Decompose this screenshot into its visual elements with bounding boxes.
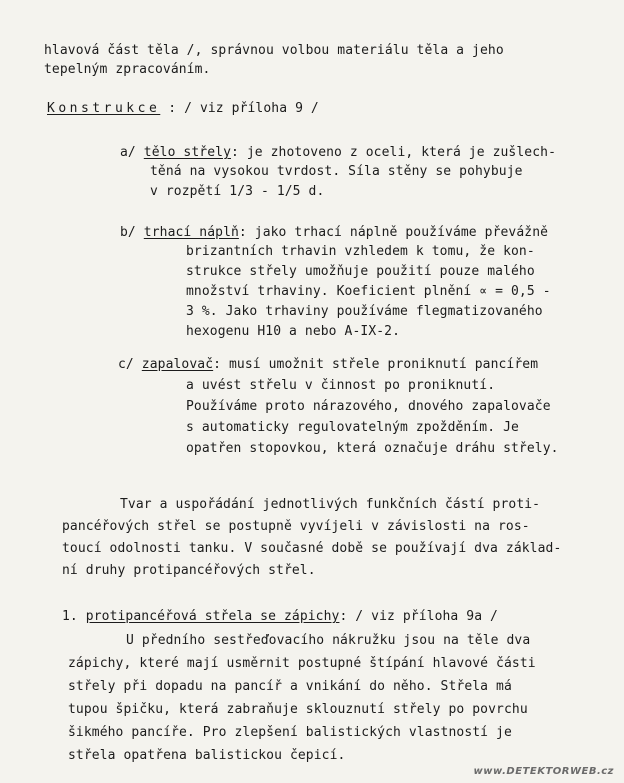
item-b-text: : jako trhací náplně používáme převážně	[238, 225, 549, 240]
paragraph-line: ní druhy protipancéřových střel.	[62, 563, 316, 578]
item-b-line: hexogenu H10 a nebo A-IX-2.	[186, 324, 401, 339]
item-c-first-line	[118, 357, 538, 373]
item-a-first-line	[120, 145, 556, 161]
item-a-marker: a/	[120, 145, 136, 160]
section-line: tupou špičku, která zabraňuje sklouznutí střely po povrchu	[68, 702, 528, 717]
item-c-line: Používáme proto nárazového, dnového zapalovače	[186, 399, 551, 414]
item-a-line: těná na vysokou tvrdost. Síla stěny se pohybuje	[150, 164, 523, 179]
item-c-term: zapalovač	[141, 357, 214, 372]
item-c-text: : musí umožnit střele proniknutí pancířem	[213, 357, 539, 372]
paragraph-line: Tvar a uspořádání jednotlivých funkčních částí proti-	[120, 497, 541, 512]
item-c-marker: c/	[118, 357, 134, 372]
section-ref: : / viz příloha 9a /	[339, 609, 498, 624]
intro-line-2: tepelným zpracováním.	[44, 62, 211, 77]
item-b-marker: b/	[120, 225, 136, 240]
section-heading	[47, 101, 319, 117]
section-line: šikmého pancíře. Pro zlepšení balistických vlastností je	[68, 725, 512, 740]
intro-line-1: hlavová část těla /, správnou volbou materiálu těla a jeho	[44, 43, 504, 58]
paragraph-line: pancéřových střel se postupně vyvíjeli v závislosti na ros-	[62, 519, 530, 534]
heading-ref: / viz příloha 9 /	[184, 101, 319, 116]
item-a-line: v rozpětí 1/3 - 1/5 d.	[150, 184, 325, 199]
item-b-first-line	[120, 225, 548, 241]
section-1-heading	[62, 609, 498, 625]
watermark: www.DETEKTORWEB.cz	[473, 766, 614, 777]
item-c-line: a uvést střelu v činnost po proniknutí.	[186, 378, 496, 393]
item-a-term: tělo střely	[143, 145, 231, 160]
item-b-line: množství trhaviny. Koeficient plnění ∝ = 0,5 -	[186, 284, 551, 299]
section-line: střely při dopadu na pancíř a vnikání do něho. Střela má	[68, 679, 512, 694]
item-b-term: trhací náplň	[143, 225, 239, 240]
item-a-text: : je zhotoveno z oceli, která je zušlech-	[231, 145, 556, 160]
item-c-line: opatřen stopovkou, která označuje dráhu střely.	[186, 441, 559, 456]
item-b-line: brizantních trhavin vzhledem k tomu, že kon-	[186, 244, 535, 259]
section-title: protipancéřová střela se zápichy	[85, 609, 340, 624]
item-c-line: s automaticky regulovatelným zpožděním. Je	[186, 420, 519, 435]
section-line: U předního sestřeďovacího nákružku jsou na těle dva	[126, 633, 531, 648]
paragraph-line: toucí odolnosti tanku. V současné době se používají dva základ-	[62, 541, 562, 556]
section-line: střela opatřena balistickou čepicí.	[68, 748, 346, 763]
section-line: zápichy, které mají usměrnit postupné štípání hlavové části	[68, 656, 536, 671]
heading-title: Konstrukce	[47, 101, 161, 116]
heading-colon: :	[168, 101, 177, 116]
item-b-line: 3 %. Jako trhaviny používáme flegmatizovaného	[186, 304, 543, 319]
item-b-line: strukce střely umožňuje použití pouze malého	[186, 264, 535, 279]
section-number: 1.	[62, 609, 78, 624]
